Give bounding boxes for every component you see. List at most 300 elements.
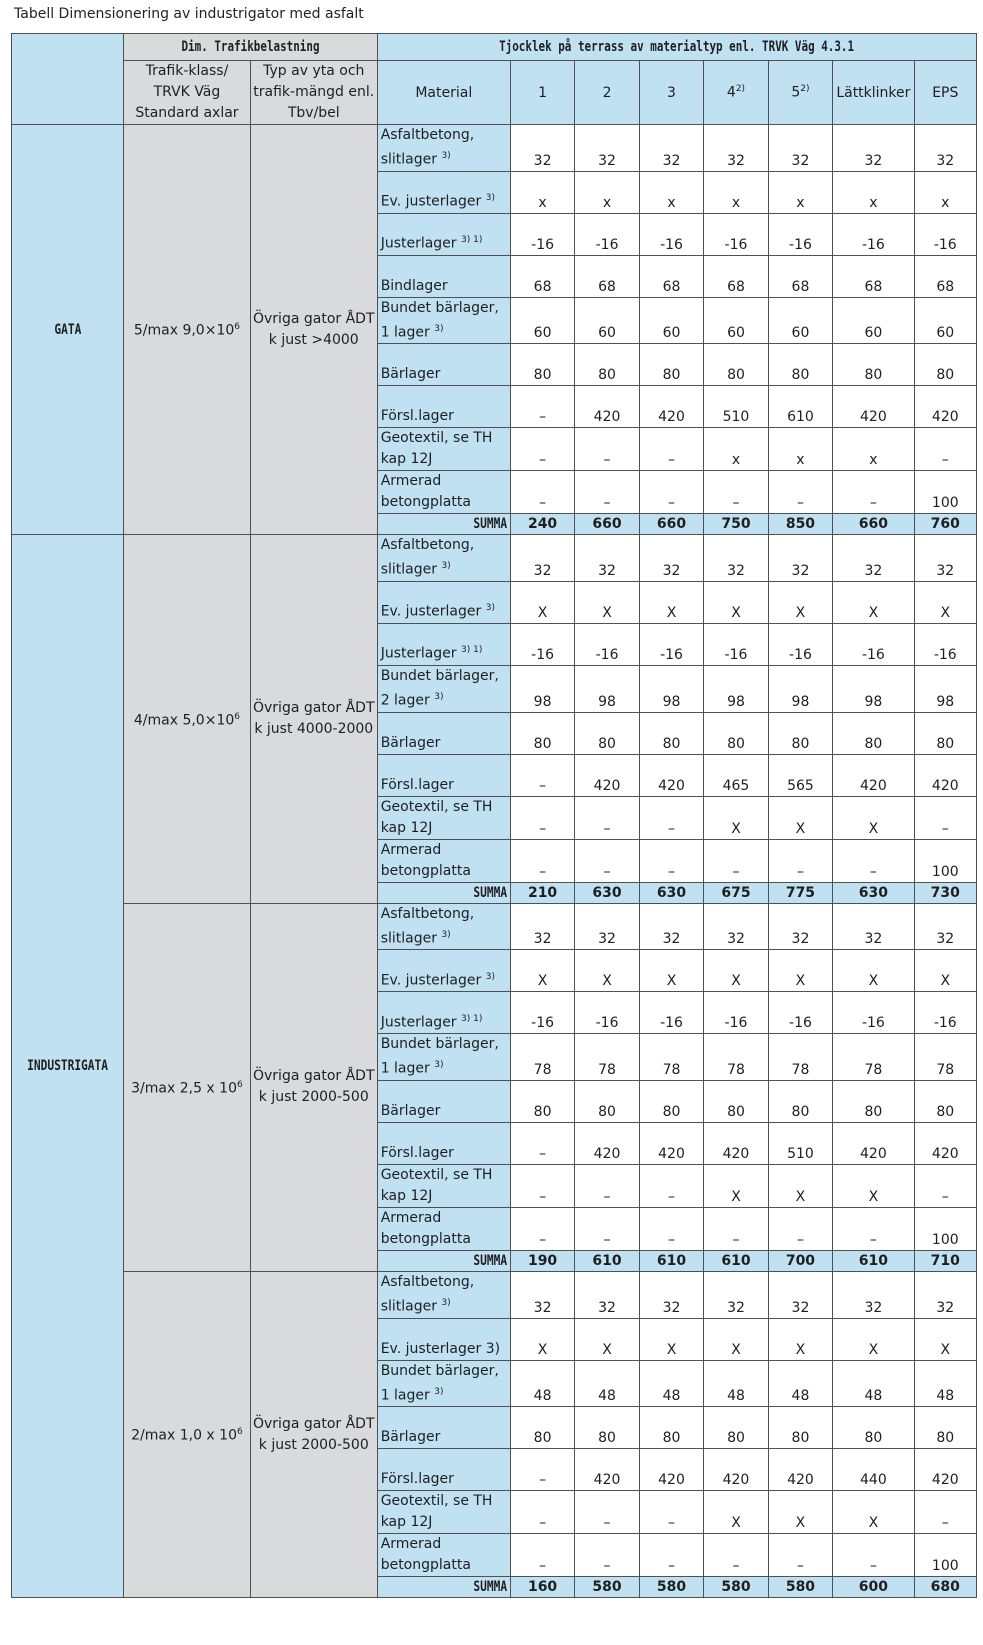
thickness-value-cell: X xyxy=(575,950,639,992)
thickness-value-cell: 80 xyxy=(704,712,768,754)
table-caption: Tabell Dimensionering av industrigator med asfalt xyxy=(14,6,364,22)
traffic-class-exponent: 6 xyxy=(234,322,240,333)
thickness-value-cell: 48 xyxy=(768,1360,832,1407)
footnote-ref: 3) 1) xyxy=(461,235,483,245)
thickness-value-cell: 80 xyxy=(575,1080,639,1122)
material-name: Geotextil, se TH kap 12J xyxy=(380,1166,493,1204)
thickness-value-cell: x xyxy=(639,171,703,213)
summa-label-cell xyxy=(377,514,510,535)
thickness-value-cell: 32 xyxy=(639,903,703,950)
material-name-cell xyxy=(377,1207,510,1250)
thickness-value-cell: X xyxy=(914,1318,976,1360)
thickness-value-cell: 32 xyxy=(510,535,574,582)
material-name-cell xyxy=(377,344,510,386)
thickness-value-cell: – xyxy=(639,1491,703,1534)
material-name-cell xyxy=(377,1164,510,1207)
thickness-value-cell: X xyxy=(833,1318,914,1360)
thickness-value-cell: -16 xyxy=(768,213,832,255)
thickness-value-cell: 48 xyxy=(833,1360,914,1407)
thickness-value-cell: X xyxy=(704,1318,768,1360)
thickness-value-cell: -16 xyxy=(833,213,914,255)
thickness-value-cell: 420 xyxy=(704,1449,768,1491)
thickness-value-cell: 80 xyxy=(704,1080,768,1122)
thickness-value-cell: – xyxy=(510,471,574,514)
thickness-value-cell: 32 xyxy=(768,1271,832,1318)
thickness-value-cell: 100 xyxy=(914,1207,976,1250)
material-name-cell xyxy=(377,839,510,882)
thickness-value-cell: 440 xyxy=(833,1449,914,1491)
material-name: Geotextil, se TH kap 12J xyxy=(380,798,493,836)
footnote-ref: 3) xyxy=(485,603,495,614)
thickness-value-cell: 32 xyxy=(639,535,703,582)
footnote-ref: 3) xyxy=(434,691,444,702)
thickness-value-cell: 78 xyxy=(510,1034,574,1081)
area-type-cell: Övriga gator ÅDT k just 2000-500 xyxy=(250,1271,377,1597)
summa-value-cell: 610 xyxy=(704,1250,768,1271)
thickness-value-cell: X xyxy=(768,581,832,623)
thickness-value-cell: 80 xyxy=(914,1407,976,1449)
table-row xyxy=(12,1271,977,1318)
thickness-value-cell: – xyxy=(575,1491,639,1534)
thickness-value-cell: X xyxy=(833,950,914,992)
traffic-class-value: 5/max 9,0×10 xyxy=(133,322,235,339)
material-name-cell xyxy=(377,428,510,471)
thickness-value-cell: 32 xyxy=(704,903,768,950)
thickness-value-cell: x xyxy=(768,428,832,471)
summa-value-cell: 660 xyxy=(833,514,914,535)
thickness-value-cell: X xyxy=(704,950,768,992)
summa-value-cell: 850 xyxy=(768,514,832,535)
thickness-value-cell: – xyxy=(639,839,703,882)
thickness-value-cell: 32 xyxy=(639,125,703,172)
thickness-value-cell: 32 xyxy=(510,1271,574,1318)
material-name-cell xyxy=(377,171,510,213)
summa-value-cell: 190 xyxy=(510,1250,574,1271)
material-header: Material xyxy=(377,61,510,125)
thickness-value-cell: X xyxy=(833,1164,914,1207)
summa-value-cell: 675 xyxy=(704,882,768,903)
thickness-value-cell: – xyxy=(833,1207,914,1250)
thickness-value-cell: 80 xyxy=(914,344,976,386)
material-type-header xyxy=(833,61,914,125)
material-name-cell xyxy=(377,535,510,582)
material-type-label: 4 xyxy=(726,84,736,101)
summa-value-cell: 210 xyxy=(510,882,574,903)
thickness-value-cell: 80 xyxy=(833,1407,914,1449)
thickness-value-cell: 98 xyxy=(833,665,914,712)
material-name: Bärlager xyxy=(380,734,441,751)
summa-value-cell: 710 xyxy=(914,1250,976,1271)
traffic-class-header: Trafik-klass/ TRVK Väg Standard axlar xyxy=(124,61,251,125)
material-name-cell xyxy=(377,1318,510,1360)
table-body xyxy=(12,34,977,1598)
thickness-value-cell: X xyxy=(639,581,703,623)
thickness-value-cell: 78 xyxy=(639,1034,703,1081)
material-type-label: 2 xyxy=(602,84,612,101)
thickness-value-cell: 80 xyxy=(768,344,832,386)
thickness-value-cell: 80 xyxy=(639,712,703,754)
corner-cell xyxy=(12,34,124,125)
material-name-cell xyxy=(377,712,510,754)
thickness-value-cell: – xyxy=(510,1164,574,1207)
thickness-value-cell: 420 xyxy=(833,1122,914,1164)
summa-value-cell: 610 xyxy=(575,1250,639,1271)
thickness-value-cell: 78 xyxy=(914,1034,976,1081)
thickness-value-cell: 420 xyxy=(639,386,703,428)
thickness-value-cell: 420 xyxy=(914,386,976,428)
thickness-value-cell: 98 xyxy=(510,665,574,712)
summa-label: SUMMA xyxy=(473,1252,507,1269)
thickness-value-cell: 80 xyxy=(510,1080,574,1122)
material-name: Justerlager xyxy=(380,645,457,662)
thickness-value-cell: 68 xyxy=(833,255,914,297)
material-name-cell xyxy=(377,754,510,796)
material-name: Ev. justerlager 3) xyxy=(380,1340,501,1357)
footnote-ref: 3) xyxy=(485,193,495,203)
thickness-value-cell: x xyxy=(768,171,832,213)
material-type-label: EPS xyxy=(932,84,959,101)
summa-value-cell: 660 xyxy=(575,514,639,535)
thickness-value-cell: – xyxy=(768,1534,832,1577)
thickness-value-cell: 32 xyxy=(575,903,639,950)
material-name-cell xyxy=(377,1360,510,1407)
header-row-2 xyxy=(12,61,977,125)
thickness-value-cell: 32 xyxy=(510,125,574,172)
thickness-value-cell: X xyxy=(768,796,832,839)
summa-value-cell: 760 xyxy=(914,514,976,535)
thickness-value-cell: -16 xyxy=(914,992,976,1034)
summa-value-cell: 630 xyxy=(833,882,914,903)
thickness-value-cell: 100 xyxy=(914,1534,976,1577)
thickness-value-cell: 32 xyxy=(914,1271,976,1318)
thickness-value-cell: – xyxy=(510,386,574,428)
thickness-value-cell: X xyxy=(768,1318,832,1360)
traffic-class-value: 3/max 2,5 x 10 xyxy=(131,1080,237,1097)
material-type-header xyxy=(768,61,832,125)
summa-value-cell: 160 xyxy=(510,1577,574,1598)
traffic-class-exponent: 6 xyxy=(236,1427,243,1438)
thickness-value-cell: 80 xyxy=(833,1080,914,1122)
thickness-value-cell: – xyxy=(704,1534,768,1577)
thickness-value-cell: 68 xyxy=(704,255,768,297)
material-name: Asfaltbetong, slitlager xyxy=(380,1273,475,1315)
thickness-value-cell: – xyxy=(510,1207,574,1250)
dimensioning-table xyxy=(11,33,977,1598)
summa-value-cell: 580 xyxy=(639,1577,703,1598)
thickness-value-cell: 32 xyxy=(914,125,976,172)
material-name-cell xyxy=(377,796,510,839)
thickness-value-cell: – xyxy=(833,1534,914,1577)
material-name-cell xyxy=(377,1491,510,1534)
thickness-value-cell: 420 xyxy=(914,1449,976,1491)
thickness-value-cell: 68 xyxy=(575,255,639,297)
material-name: Armerad betongplatta xyxy=(380,1536,471,1574)
footnote-ref: 3) xyxy=(434,323,444,334)
thickness-value-cell: 60 xyxy=(704,297,768,344)
summa-value-cell: 680 xyxy=(914,1577,976,1598)
category-label: GATA xyxy=(54,321,82,338)
thickness-value-cell: 80 xyxy=(768,1407,832,1449)
thickness-value-cell: 32 xyxy=(914,535,976,582)
footnote-ref: 3) xyxy=(441,1297,451,1308)
summa-value-cell: 580 xyxy=(768,1577,832,1598)
material-name-cell xyxy=(377,125,510,172)
thickness-value-cell: 420 xyxy=(768,1449,832,1491)
thickness-value-cell: 565 xyxy=(768,754,832,796)
thickness-value-cell: 510 xyxy=(704,386,768,428)
thickness-value-cell: 610 xyxy=(768,386,832,428)
thickness-value-cell: X xyxy=(575,1318,639,1360)
thickness-value-cell: – xyxy=(575,471,639,514)
material-type-header xyxy=(510,61,574,125)
thickness-value-cell: 98 xyxy=(914,665,976,712)
thickness-value-cell: 32 xyxy=(768,125,832,172)
thickness-value-cell: X xyxy=(639,950,703,992)
thickness-value-cell: 80 xyxy=(914,712,976,754)
material-name: Ev. justerlager xyxy=(380,603,482,620)
material-name-cell xyxy=(377,1271,510,1318)
thickness-value-cell: 32 xyxy=(575,535,639,582)
thickness-value-cell: – xyxy=(510,1122,574,1164)
table-row xyxy=(12,535,977,582)
material-name-cell xyxy=(377,665,510,712)
material-name: Ev. justerlager xyxy=(380,193,482,210)
thickness-value-cell: 100 xyxy=(914,839,976,882)
footnote-ref: 3) 1) xyxy=(461,1013,483,1024)
thickness-value-cell: 80 xyxy=(639,1080,703,1122)
thickness-value-cell: -16 xyxy=(914,623,976,665)
thickness-value-cell: 32 xyxy=(704,1271,768,1318)
thickness-value-cell: 48 xyxy=(914,1360,976,1407)
thickness-value-cell: 78 xyxy=(704,1034,768,1081)
material-name: Asfaltbetong, slitlager xyxy=(380,537,475,578)
material-name-cell xyxy=(377,471,510,514)
dim-traffic-header xyxy=(124,34,378,61)
thickness-value-cell: X xyxy=(833,581,914,623)
footnote-ref: 3) xyxy=(441,561,451,572)
material-name: Geotextil, se TH kap 12J xyxy=(380,430,493,468)
thickness-value-cell: 80 xyxy=(768,1080,832,1122)
thickness-value-cell: x xyxy=(833,428,914,471)
material-type-label: 5 xyxy=(791,84,801,101)
thickness-value-cell: – xyxy=(510,754,574,796)
material-name-cell xyxy=(377,581,510,623)
material-type-label: 1 xyxy=(538,84,548,101)
material-name: Ev. justerlager xyxy=(380,972,482,989)
material-type-header xyxy=(639,61,703,125)
thickness-value-cell: – xyxy=(914,796,976,839)
thickness-value-cell: -16 xyxy=(704,213,768,255)
traffic-class-cell xyxy=(124,125,251,535)
thickness-value-cell: X xyxy=(704,1164,768,1207)
thickness-value-cell: x xyxy=(704,171,768,213)
material-name: Geotextil, se TH kap 12J xyxy=(380,1493,493,1531)
summa-value-cell: 580 xyxy=(575,1577,639,1598)
summa-label-cell xyxy=(377,882,510,903)
summa-value-cell: 700 xyxy=(768,1250,832,1271)
material-name: Bundet bärlager, 2 lager xyxy=(380,667,499,709)
thickness-value-cell: -16 xyxy=(510,992,574,1034)
thickness-value-cell: 80 xyxy=(510,344,574,386)
thickness-value-cell: -16 xyxy=(704,992,768,1034)
thickness-value-cell: 80 xyxy=(510,712,574,754)
thickness-value-cell: 32 xyxy=(575,1271,639,1318)
summa-value-cell: 610 xyxy=(639,1250,703,1271)
thickness-value-cell: 80 xyxy=(833,344,914,386)
summa-value-cell: 240 xyxy=(510,514,574,535)
thickness-value-cell: 48 xyxy=(510,1360,574,1407)
thickness-value-cell: x xyxy=(704,428,768,471)
thickness-title: Tjocklek på terrass av materialtyp enl. TRVK Väg 4.3.1 xyxy=(499,39,855,55)
thickness-value-cell: X xyxy=(914,950,976,992)
material-name-cell xyxy=(377,255,510,297)
thickness-value-cell: 420 xyxy=(639,1449,703,1491)
material-name: Armerad betongplatta xyxy=(380,1209,471,1247)
thickness-value-cell: X xyxy=(768,1491,832,1534)
thickness-value-cell: -16 xyxy=(914,213,976,255)
footnote-ref: 3) xyxy=(441,929,451,940)
summa-label-cell xyxy=(377,1577,510,1598)
material-name: Armerad betongplatta xyxy=(380,473,471,511)
thickness-value-cell: -16 xyxy=(768,992,832,1034)
thickness-value-cell: 32 xyxy=(639,1271,703,1318)
thickness-value-cell: 98 xyxy=(639,665,703,712)
area-type-cell: Övriga gator ÅDT k just 2000-500 xyxy=(250,903,377,1271)
thickness-value-cell: X xyxy=(510,1318,574,1360)
material-name: Bundet bärlager, 1 lager xyxy=(380,1362,499,1404)
thickness-value-cell: – xyxy=(704,1207,768,1250)
thickness-value-cell: 80 xyxy=(510,1407,574,1449)
material-name: Bärlager xyxy=(380,1102,441,1119)
thickness-value-cell: – xyxy=(510,428,574,471)
thickness-value-cell: 420 xyxy=(914,1122,976,1164)
thickness-value-cell: X xyxy=(914,581,976,623)
footnote-ref: 3) xyxy=(434,1060,444,1071)
thickness-value-cell: -16 xyxy=(768,623,832,665)
thickness-value-cell: 80 xyxy=(575,1407,639,1449)
summa-value-cell: 775 xyxy=(768,882,832,903)
thickness-value-cell: 68 xyxy=(914,255,976,297)
thickness-value-cell: X xyxy=(510,950,574,992)
material-type-label: 3 xyxy=(667,84,676,101)
material-name-cell xyxy=(377,992,510,1034)
thickness-value-cell: 60 xyxy=(914,297,976,344)
thickness-value-cell: 80 xyxy=(833,712,914,754)
area-type-header: Typ av yta och trafik-mängd enl. Tbv/bel xyxy=(250,61,377,125)
thickness-value-cell: X xyxy=(833,796,914,839)
thickness-value-cell: 68 xyxy=(510,255,574,297)
thickness-header xyxy=(377,34,976,61)
material-type-header xyxy=(575,61,639,125)
thickness-value-cell: – xyxy=(575,796,639,839)
footnote-ref: 2) xyxy=(800,84,810,95)
thickness-value-cell: – xyxy=(510,1491,574,1534)
material-name: Bärlager xyxy=(380,366,441,383)
header-row-1 xyxy=(12,34,977,61)
thickness-value-cell: 32 xyxy=(833,1271,914,1318)
footnote-ref: 3) xyxy=(485,971,495,982)
thickness-value-cell: 98 xyxy=(768,665,832,712)
thickness-value-cell: X xyxy=(768,950,832,992)
thickness-value-cell: -16 xyxy=(510,623,574,665)
thickness-value-cell: 80 xyxy=(639,344,703,386)
table-row xyxy=(12,903,977,950)
thickness-value-cell: – xyxy=(704,471,768,514)
thickness-value-cell: – xyxy=(639,796,703,839)
thickness-value-cell: 32 xyxy=(510,903,574,950)
thickness-value-cell: 420 xyxy=(575,1449,639,1491)
summa-value-cell: 750 xyxy=(704,514,768,535)
thickness-value-cell: – xyxy=(639,1164,703,1207)
material-name-cell xyxy=(377,1534,510,1577)
material-name-cell xyxy=(377,1449,510,1491)
dim-traffic-title: Dim. Trafikbelastning xyxy=(181,39,320,55)
area-type-cell: Övriga gator ÅDT k just >4000 xyxy=(250,125,377,535)
thickness-value-cell: 420 xyxy=(575,1122,639,1164)
material-name: Asfaltbetong, slitlager xyxy=(380,905,475,947)
material-name: Armerad betongplatta xyxy=(380,841,471,879)
thickness-value-cell: 48 xyxy=(575,1360,639,1407)
thickness-value-cell: x xyxy=(833,171,914,213)
thickness-value-cell: x xyxy=(914,171,976,213)
thickness-value-cell: 32 xyxy=(768,903,832,950)
thickness-value-cell: – xyxy=(639,1207,703,1250)
thickness-value-cell: – xyxy=(914,1164,976,1207)
thickness-value-cell: -16 xyxy=(575,213,639,255)
summa-value-cell: 610 xyxy=(833,1250,914,1271)
thickness-value-cell: 100 xyxy=(914,471,976,514)
thickness-value-cell: 80 xyxy=(704,344,768,386)
thickness-value-cell: X xyxy=(833,1491,914,1534)
thickness-value-cell: 32 xyxy=(833,125,914,172)
material-name: Försl.lager xyxy=(380,1144,454,1161)
thickness-value-cell: 80 xyxy=(704,1407,768,1449)
material-name-cell xyxy=(377,213,510,255)
thickness-value-cell: X xyxy=(768,1164,832,1207)
thickness-value-cell: X xyxy=(510,581,574,623)
material-name-cell xyxy=(377,386,510,428)
thickness-value-cell: -16 xyxy=(704,623,768,665)
thickness-value-cell: 78 xyxy=(833,1034,914,1081)
thickness-value-cell: 98 xyxy=(575,665,639,712)
thickness-value-cell: – xyxy=(510,1449,574,1491)
thickness-value-cell: 32 xyxy=(833,903,914,950)
thickness-value-cell: 80 xyxy=(575,712,639,754)
thickness-value-cell: 68 xyxy=(768,255,832,297)
thickness-value-cell: 420 xyxy=(704,1122,768,1164)
thickness-value-cell: – xyxy=(833,839,914,882)
thickness-value-cell: – xyxy=(510,796,574,839)
thickness-value-cell: 32 xyxy=(704,125,768,172)
thickness-value-cell: 48 xyxy=(704,1360,768,1407)
thickness-value-cell: 98 xyxy=(704,665,768,712)
thickness-value-cell: 80 xyxy=(914,1080,976,1122)
material-name: Försl.lager xyxy=(380,776,454,793)
thickness-value-cell: – xyxy=(575,1534,639,1577)
thickness-value-cell: 60 xyxy=(510,297,574,344)
thickness-value-cell: 32 xyxy=(768,535,832,582)
thickness-value-cell: 60 xyxy=(833,297,914,344)
thickness-value-cell: x xyxy=(575,171,639,213)
thickness-value-cell: 32 xyxy=(575,125,639,172)
table-row xyxy=(12,125,977,172)
thickness-value-cell: 420 xyxy=(914,754,976,796)
thickness-value-cell: -16 xyxy=(575,992,639,1034)
summa-label: SUMMA xyxy=(473,884,507,901)
thickness-value-cell: 465 xyxy=(704,754,768,796)
thickness-value-cell: x xyxy=(510,171,574,213)
thickness-value-cell: X xyxy=(575,581,639,623)
